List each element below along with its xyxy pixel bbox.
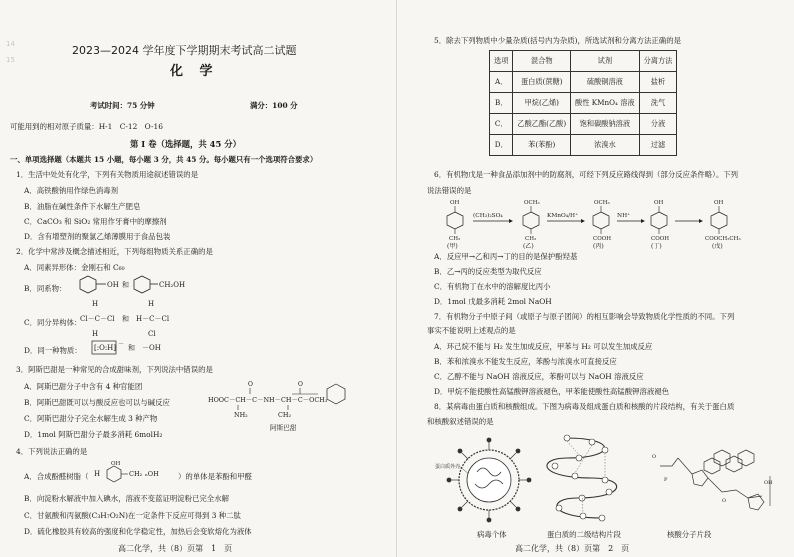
- label-bing: (丙): [593, 243, 604, 250]
- exam-title: 2023—2024 学年度下学期期末考试高二试题: [72, 44, 297, 57]
- nucleic-acid-caption: 核酸分子片段: [667, 530, 712, 539]
- svg-text:和 －OH: 和 －OH: [128, 344, 161, 352]
- q4-stem: 4．下列说法正确的是: [16, 447, 88, 456]
- svg-text:O: O: [722, 498, 727, 504]
- aspartame-structure: [208, 378, 388, 438]
- q2-option-d: D．同一种物质：: [24, 346, 82, 355]
- q6-reaction-scheme: [435, 198, 755, 250]
- exam-page-2: [397, 0, 794, 557]
- svg-text:CH₂: CH₂: [278, 411, 292, 419]
- q6-option-c: C．有机物丁在水中的溶解度比丙小: [434, 282, 551, 291]
- q7-option-d: D．甲烷不能使酸性高锰酸钾溶液褪色，甲苯能使酸性高锰酸钾溶液褪色: [434, 387, 670, 396]
- reagent-2: KMnO₄/H⁺: [547, 213, 579, 219]
- table-cell: B．: [490, 93, 513, 114]
- table-header: 选项: [490, 51, 513, 72]
- table-cell: 盐析: [639, 72, 677, 93]
- q7-stem-line1: 7．有机物分子中原子间（或原子与原子团间）的相互影响会导致物质化学性质的不同。下列: [434, 312, 735, 321]
- svg-text:OH: OH: [714, 200, 724, 206]
- svg-text:OH: OH: [654, 200, 664, 206]
- svg-text:和: 和: [122, 315, 129, 323]
- q7-option-a: A．环己烷不能与 H₂ 发生加成反应，甲苯与 H₂ 可以发生加成反应: [434, 342, 653, 351]
- q1-option-c: C．CaCO₃ 和 SiO₂ 常用作牙膏中的摩擦剂: [24, 217, 167, 226]
- reagent-1: (CH₃)₂SO₄: [473, 213, 503, 219]
- q2-option-a: A．同素异形体：金刚石和 C₆₀: [24, 263, 125, 272]
- q4-option-d: D．硫化橡胶具有较高的强度和化学稳定性，加热后会变软熔化为液体: [24, 527, 252, 536]
- svg-text:H: H: [94, 470, 101, 478]
- label-yi: (乙): [523, 243, 534, 250]
- q1-option-b: B．油脂在碱性条件下水解生产肥皂: [24, 202, 141, 211]
- table-row: [490, 93, 677, 114]
- q8-stem-line1: 8．某病毒由蛋白质和核酸组成。下图为病毒及组成蛋白质和核酸的片段结构，有关于蛋白质: [434, 402, 735, 411]
- svg-text:ₙOH: ₙOH: [145, 470, 159, 478]
- table-row: [490, 135, 677, 156]
- table-cell: 硫酸铜溶液: [571, 72, 639, 93]
- svg-text:[:O:H]: [:O:H]: [94, 344, 117, 352]
- q5-table: [489, 50, 677, 156]
- q1-stem: 1．生活中处处有化学，下列有关物质用途叙述错误的是: [16, 170, 199, 179]
- reagent-3: NH⁺: [617, 213, 631, 219]
- subject-title: 化 学: [170, 64, 219, 79]
- q4-option-a: A．合成酚醛树脂（: [24, 472, 89, 481]
- q3-option-a: A．阿斯巴甜分子中含有 4 种官能团: [24, 382, 143, 391]
- table-cell: 洗气: [639, 93, 677, 114]
- q7-option-c: C．乙醇不能与 NaOH 溶液反应，苯酚可以与 NaOH 溶液反应: [434, 372, 644, 381]
- table-header: 分离方法: [639, 51, 677, 72]
- table-cell: 酸性 KMnO₄ 溶液: [571, 93, 639, 114]
- svg-text:OH: OH: [450, 200, 460, 206]
- table-cell: 浓溴水: [571, 135, 639, 156]
- q7-stem-line2: 事实不能说明上述观点的是: [427, 326, 516, 335]
- table-cell: D．: [490, 135, 513, 156]
- exam-page-1: 14 15 2023—2024 学年度下学期期末考试高二试题 化 学 考试时间：75 分钟 满分：100 分 可能用到的相对原子质量：H-1 C-12 O-16 第 Ⅰ 卷（选择题，共 45 分） 一、单项选择题（本题共 15 小题，每小题 3 分，共 45 分。每小题只有一个选项符合要求） 1．生活中处处有化学，下列有关物质用途叙述错误的是 A．高铁酸钠用作绿色消毒剂 B．油脂在碱性条件下水解生产肥皂 C．CaCO₃ 和 SiO₂ 常用作牙膏中的摩擦剂 D．含有增塑剂的聚氯乙烯薄膜用于食品包装 2．化学中常涉及概念描述相近，下列每组物质关系正确的是 A．同素异形体：金刚石和 C₆₀ B．同系物： OH 和 CH₂OH C．同分异构体： H Cl－C－Cl H 和 H H－C－Cl Cl D．同一种物质： [:O:H] － 和 －OH 3．阿斯巴甜是一种常见的合成甜味剂，下列说法中错误的是 A．阿斯巴甜分子中含有 4 种官能团 B．阿斯巴甜既可以与酸反应也可以与碱反应 C．阿斯巴甜分子完全水解生成 3 种产物 D．1mol 阿斯巴甜分子最多消耗 6molH₂ O O HOOC－CH－C－NH－CH－C－OCH₃ NH₂ CH₂ 阿斯巴甜 4．下列说法正确的是 A．合成酚醛树脂（ H OH CH₂ ₙOH ）的单体是苯酚和甲醛 B．向淀粉水解液中加入碘水，溶液不变蓝证明淀粉已完全水解 C．甘氨酸和丙氨酸(C₃H₇O₂N)在一定条件下反应可得到 3 种二肽 D．硫化橡胶具有较高的强度和化学稳定性，加热后会变软熔化为液体 高二化学，共（8）页第 1 页: [0, 0, 397, 557]
- q3-option-b: B．阿斯巴甜既可以与酸反应也可以与碱反应: [24, 398, 170, 407]
- svg-text:COOCH₂CH₃: COOCH₂CH₃: [705, 236, 741, 242]
- protein-caption: 蛋白质的二级结构片段: [547, 530, 621, 539]
- table-cell: 饱和碳酸钠溶液: [571, 114, 639, 135]
- table-header: 试剂: [571, 51, 639, 72]
- table-cell: 过滤: [639, 135, 677, 156]
- nucleic-acid-figure: [652, 436, 792, 526]
- q3-option-c: C．阿斯巴甜分子完全水解生成 3 种产物: [24, 414, 158, 423]
- q4-option-b: B．向淀粉水解液中加入碘水，溶液不变蓝证明淀粉已完全水解: [24, 494, 229, 503]
- svg-text:OH: OH: [107, 281, 119, 289]
- q6-stem-line1: 6．有机物戊是一种食品添加剂中的防腐剂，可经下列反应路线得到（部分反应条件略）。下列: [434, 170, 739, 179]
- svg-text:Cl: Cl: [148, 330, 156, 338]
- svg-text:NH₂: NH₂: [234, 411, 248, 419]
- virus-shell-label: 蛋白质外壳: [435, 464, 461, 470]
- q6-option-d: D．1mol 戊最多消耗 2mol NaOH: [434, 297, 552, 306]
- virus-caption: 病毒个体: [477, 530, 507, 539]
- q2-b-structures: [78, 274, 198, 298]
- table-cell: 分液: [639, 114, 677, 135]
- svg-text:OCH₃: OCH₃: [524, 200, 540, 206]
- exam-score: 满分：100 分: [250, 101, 298, 110]
- svg-text:OH: OH: [111, 461, 121, 467]
- table-cell: 苯(苯酚): [513, 135, 571, 156]
- page1-footer: 高二化学，共（8）页第 1 页: [118, 544, 233, 553]
- svg-text:Cl－C－Cl: Cl－C－Cl: [80, 315, 115, 323]
- svg-text:O: O: [652, 454, 657, 460]
- table-header: 混合物: [513, 51, 571, 72]
- q2-d-structures: [92, 340, 172, 358]
- table-cell: 甲烷(乙烯): [513, 93, 571, 114]
- atomic-masses: 可能用到的相对原子质量：H-1 C-12 O-16: [10, 122, 163, 131]
- q6-stem-line2: 说法错误的是: [427, 186, 472, 195]
- aspartame-label: 阿斯巴甜: [270, 424, 297, 432]
- svg-text:CH₂OH: CH₂OH: [159, 281, 186, 289]
- q8-stem-line2: 和核酸叙述错误的是: [427, 417, 494, 426]
- part1-title: 第 Ⅰ 卷（选择题，共 45 分）: [130, 139, 241, 149]
- q2-option-b: B．同系物：: [24, 284, 67, 293]
- svg-text:H: H: [148, 300, 155, 308]
- page2-footer: 高二化学，共（8）页第 2 页: [515, 544, 630, 553]
- svg-text:CH₃: CH₃: [449, 236, 461, 242]
- q3-option-d: D．1mol 阿斯巴甜分子最多消耗 6molH₂: [24, 430, 163, 439]
- section1-instructions: 一、单项选择题（本题共 15 小题，每小题 3 分，共 45 分。每小题只有一个选项符合要求）: [10, 155, 318, 164]
- svg-text:CH₃: CH₃: [525, 236, 537, 242]
- table-header-row: [490, 51, 677, 72]
- svg-text:OCH₃: OCH₃: [594, 200, 610, 206]
- q2-stem: 2．化学中常涉及概念描述相近，下列每组物质关系正确的是: [16, 247, 213, 256]
- svg-text:和: 和: [122, 281, 129, 289]
- q4-option-c: C．甘氨酸和丙氨酸(C₃H₇O₂N)在一定条件下反应可得到 3 种二肽: [24, 511, 241, 520]
- table-cell: A．: [490, 72, 513, 93]
- svg-text:P: P: [664, 477, 668, 483]
- label-ding: (丁): [651, 243, 662, 250]
- table-cell: C．: [490, 114, 513, 135]
- q1-option-a: A．高铁酸钠用作绿色消毒剂: [24, 186, 119, 195]
- q5-stem: 5．除去下列物质中少量杂质(括号内为杂质)，所选试剂和分离方法正确的是: [434, 36, 681, 45]
- q2-c-structures: [80, 300, 200, 340]
- svg-text:COOH: COOH: [593, 236, 612, 242]
- table-cell: 乙酸乙酯(乙酸): [513, 114, 571, 135]
- q2-option-c: C．同分异构体：: [24, 318, 82, 327]
- phenolic-resin-structure: [94, 462, 176, 486]
- q7-option-b: B．苯和浓溴水不能发生反应，苯酚与浓溴水可直接反应: [434, 357, 617, 366]
- exam-time: 考试时间：75 分钟: [90, 101, 155, 110]
- q3-stem: 3．阿斯巴甜是一种常见的合成甜味剂，下列说法中错误的是: [16, 365, 213, 374]
- protein-helix-figure: [547, 428, 637, 528]
- virus-figure: [435, 428, 529, 528]
- svg-text:H: H: [92, 300, 99, 308]
- table-row: [490, 114, 677, 135]
- svg-text:OH: OH: [764, 480, 773, 486]
- q6-option-b: B．乙→丙的反应类型为取代反应: [434, 267, 542, 276]
- label-jia: (甲): [447, 243, 458, 250]
- svg-text:O: O: [248, 381, 253, 388]
- svg-text:COOH: COOH: [651, 236, 670, 242]
- q6-option-a: A．反应甲→乙和丙→丁的目的是保护酚羟基: [434, 252, 578, 261]
- svg-text:H: H: [92, 330, 99, 338]
- svg-text:－: －: [118, 341, 125, 348]
- svg-text:CH₂: CH₂: [129, 470, 143, 478]
- q4-option-a-tail: ）的单体是苯酚和甲醛: [178, 472, 252, 481]
- svg-text:HOOC－CH－C－NH－CH－C－OCH₃: HOOC－CH－C－NH－CH－C－OCH₃: [208, 396, 328, 404]
- q1-option-d: D．含有增塑剂的聚氯乙烯薄膜用于食品包装: [24, 232, 171, 241]
- svg-text:O: O: [298, 381, 303, 388]
- table-cell: 蛋白质(蔗糖): [513, 72, 571, 93]
- svg-text:H－C－Cl: H－C－Cl: [136, 315, 170, 323]
- label-wu: (戊): [712, 243, 723, 250]
- table-row: [490, 72, 677, 93]
